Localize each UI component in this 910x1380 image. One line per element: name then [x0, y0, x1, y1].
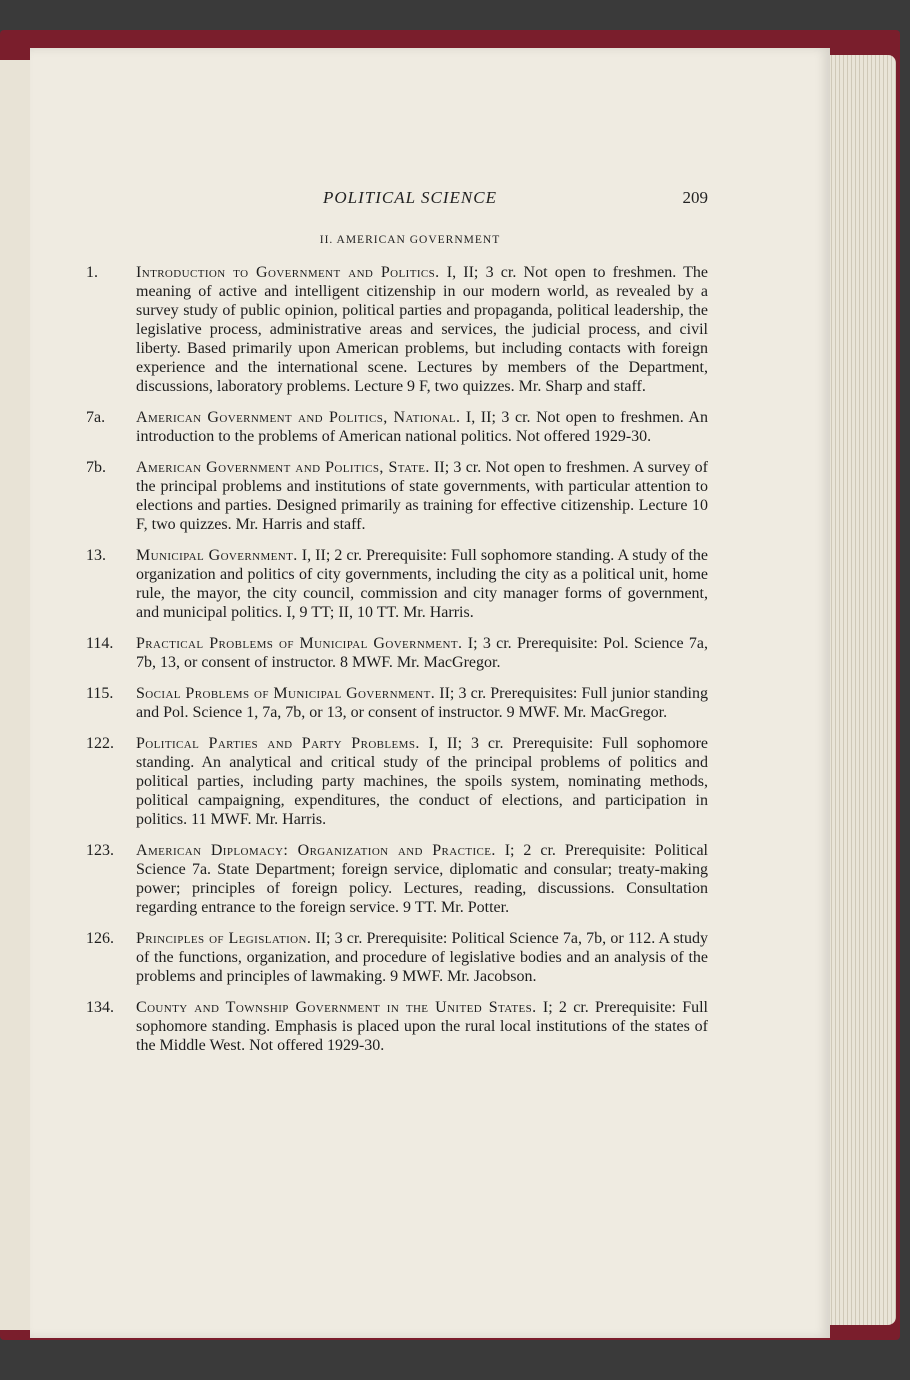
running-head-title: POLITICAL SCIENCE: [323, 188, 497, 207]
course-entry: [86, 734, 708, 829]
course-title: Social Problems of Municipal Government.: [136, 685, 436, 702]
course-number: 115.: [86, 685, 114, 702]
course-entry: [86, 841, 708, 917]
course-description: I; 2 cr. Prerequisite: Full sophomore standing. Emphasis is placed upon the rural local institutions of the states of the Middle West. Not offered 1929-30.: [136, 999, 708, 1054]
course-entry: [86, 684, 708, 722]
course-title: American Government and Politics, National.: [136, 409, 461, 426]
course-entry: [86, 929, 708, 986]
section-heading: II. AMERICAN GOVERNMENT: [319, 234, 501, 246]
course-title: American Diplomacy: Organization and Practice.: [136, 842, 496, 859]
course-entry: [86, 998, 708, 1055]
course-description: I; 2 cr. Prerequisite: Political Science 7a. State Department; foreign service, diplomatic and consular; treaty-making power; principles of foreign policy. Lectures, reading, discussions. Consultation regarding entrance to the foreign service. 9 TT. Mr. Potter.: [136, 842, 709, 916]
course-entry: [86, 263, 708, 396]
course-number: 114.: [86, 635, 114, 652]
course-entry: [86, 458, 708, 534]
course-title: Introduction to Government and Politics.: [136, 264, 440, 281]
course-description: II; 3 cr. Prerequisite: Political Science 7a, 7b, or 112. A study of the functions, organization, and procedure of legislative bodies and an analysis of the problems and principles of lawmaking. 9 MWF. Mr. Jacobson.: [136, 930, 708, 985]
course-description: II; 3 cr. Not open to freshmen. A survey of the principal problems and institutions of state governments, with particular attention to elections and parties. Designed primarily as training for effective citizenship. Lecture 10 F, two quizzes. Mr. Harris and staff.: [136, 459, 709, 533]
running-head: [112, 188, 708, 212]
course-entry: [86, 408, 708, 446]
course-number: 123.: [86, 842, 114, 859]
course-description: I; 3 cr. Prerequisite: Pol. Science 7a, 7b, 13, or consent of instructor. 8 MWF. Mr. MacGregor.: [136, 635, 708, 671]
course-description: I, II; 3 cr. Prerequisite: Full sophomore standing. An analytical and critical study of the principal problems of politics and political parties, including party machines, the spoils system, nominating methods, political campaigning, expenditures, the conduct of elections, and participation in politics. 11 MWF. Mr. Harris.: [136, 735, 709, 828]
course-title: Political Parties and Party Problems.: [136, 735, 420, 752]
course-description: II; 3 cr. Prerequisites: Full junior standing and Pol. Science 1, 7a, 7b, or 13, or consent of instructor. 9 MWF. Mr. MacGregor.: [136, 685, 709, 721]
course-title: Practical Problems of Municipal Government.: [136, 635, 463, 652]
course-number: 122.: [86, 735, 114, 752]
course-number: 7b.: [86, 459, 106, 476]
course-title: American Government and Politics, State.: [136, 459, 430, 476]
course-list: [86, 263, 708, 1067]
course-title: Municipal Government.: [136, 547, 298, 564]
page-stack-edges: [820, 55, 896, 1325]
course-title: Principles of Legislation.: [136, 930, 312, 947]
course-description: I, II; 2 cr. Prerequisite: Full sophomore standing. A study of the organization and politics of city governments, including the city as a political unit, home rule, the mayor, the city council, commission and city manager forms of government, and municipal politics. I, 9 TT; II, 10 TT. Mr. Harris.: [136, 547, 708, 621]
course-description: I, II; 3 cr. Not open to freshmen. The meaning of active and intelligent citizenship in our modern world, as revealed by a survey study of public opinion, political parties and propaganda, political leadership, the legislative process, administrative areas and services, the judicial process, and civil liberty. Based primarily upon American problems, but including contacts with foreign experience and the international scene. Lectures by members of the Department, discussions, laboratory problems. Lecture 9 F, two quizzes. Mr. Sharp and staff.: [136, 264, 709, 395]
course-number: 7a.: [86, 409, 106, 426]
course-title: County and Township Government in the United States.: [136, 999, 537, 1016]
course-description: I, II; 3 cr. Not open to freshmen. An introduction to the problems of American national politics. Not offered 1929-30.: [136, 409, 708, 445]
course-number: 13.: [86, 547, 106, 564]
previous-page-edge: [0, 60, 30, 1330]
course-entry: [86, 634, 708, 672]
course-number: 126.: [86, 930, 114, 947]
course-entry: [86, 546, 708, 622]
course-number: 134.: [86, 999, 114, 1016]
course-number: 1.: [86, 264, 98, 281]
page-number: 209: [682, 188, 708, 207]
